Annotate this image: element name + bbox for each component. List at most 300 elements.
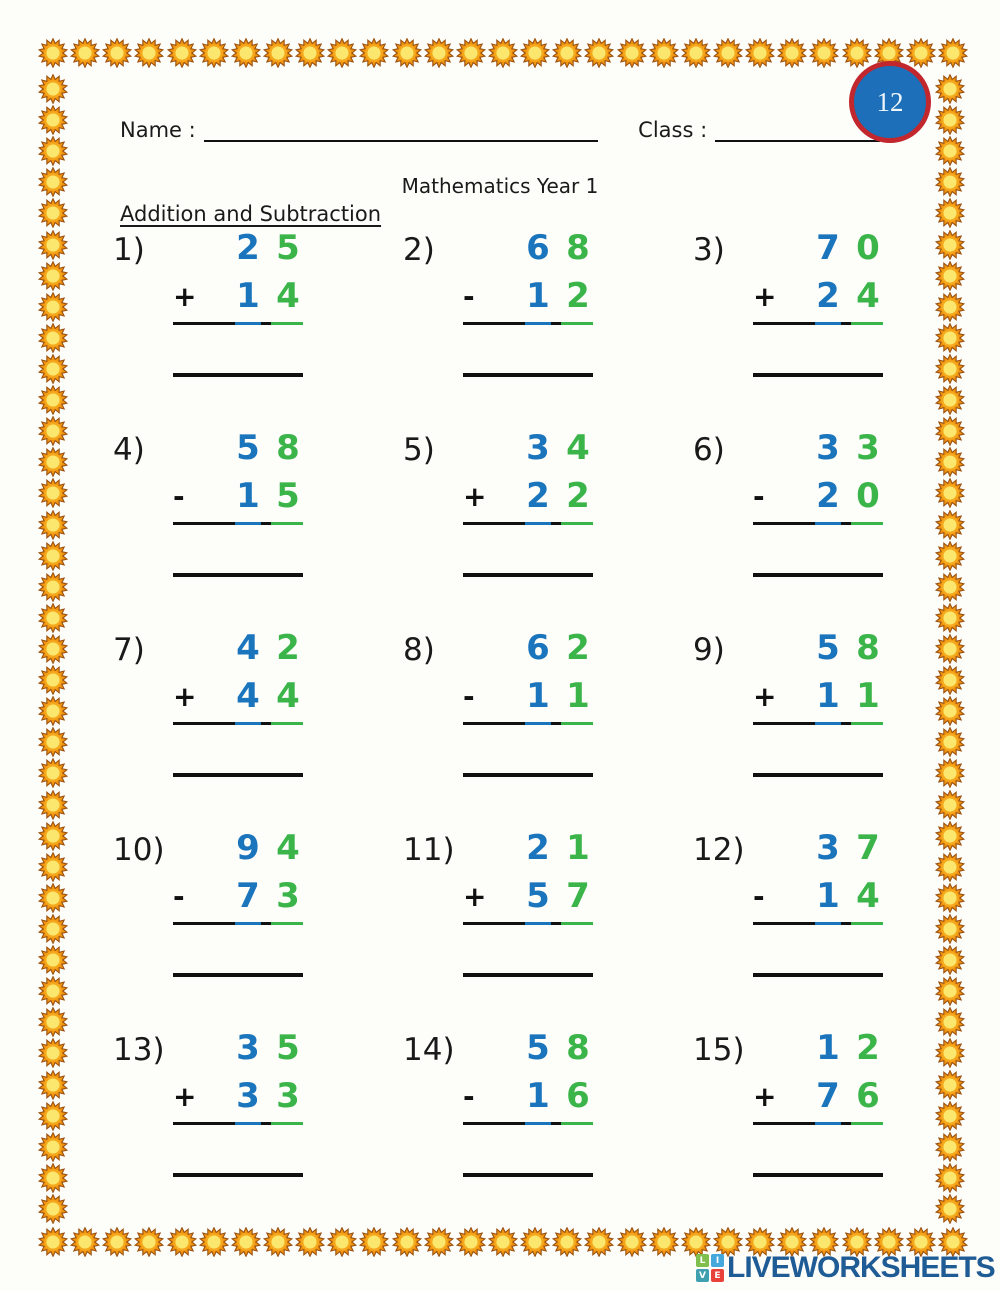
sun-icon bbox=[295, 1227, 325, 1257]
math-problem bbox=[113, 230, 303, 430]
answer-space[interactable] bbox=[753, 1125, 883, 1173]
sun-icon bbox=[38, 323, 68, 353]
sun-icon bbox=[488, 1227, 518, 1257]
sun-icon bbox=[935, 727, 965, 757]
top-operand bbox=[463, 630, 593, 676]
problem-number: 5) bbox=[403, 432, 435, 468]
sun-icon bbox=[713, 38, 743, 68]
sun-icon bbox=[935, 758, 965, 788]
problem-number: 2) bbox=[403, 232, 435, 268]
sun-icon bbox=[584, 38, 614, 68]
answer-space[interactable] bbox=[173, 525, 303, 573]
answer-line bbox=[463, 773, 593, 777]
sun-icon bbox=[935, 976, 965, 1006]
answer-space[interactable] bbox=[463, 325, 593, 373]
answer-line bbox=[753, 573, 883, 577]
sun-icon bbox=[38, 790, 68, 820]
sun-icon bbox=[199, 1227, 229, 1257]
problem-body bbox=[173, 630, 303, 830]
problem-number: 13) bbox=[113, 1032, 165, 1068]
sun-icon bbox=[38, 914, 68, 944]
sun-icon bbox=[38, 510, 68, 540]
answer-space[interactable] bbox=[463, 725, 593, 773]
sun-icon bbox=[520, 1227, 550, 1257]
bottom-tens-digit: 2 bbox=[816, 276, 840, 316]
bottom-tens-digit: 7 bbox=[816, 1076, 840, 1116]
answer-space[interactable] bbox=[173, 325, 303, 373]
sun-icon bbox=[935, 634, 965, 664]
problem-body bbox=[463, 1030, 593, 1230]
top-tens-digit: 6 bbox=[526, 228, 550, 268]
sun-icon bbox=[38, 38, 68, 68]
bottom-operand bbox=[463, 278, 593, 324]
operator-sign: + bbox=[463, 880, 487, 913]
logo-letter-l: L bbox=[696, 1254, 709, 1267]
sun-icon bbox=[935, 945, 965, 975]
bottom-ones-digit: 5 bbox=[276, 476, 300, 516]
operator-sign: - bbox=[753, 880, 765, 913]
bottom-operand bbox=[173, 1078, 303, 1124]
top-tens-digit: 2 bbox=[236, 228, 260, 268]
math-problem bbox=[113, 430, 303, 630]
sun-icon bbox=[38, 572, 68, 602]
bottom-ones-digit: 1 bbox=[566, 676, 590, 716]
problem-body bbox=[173, 830, 303, 1030]
bottom-operand bbox=[463, 678, 593, 724]
answer-line bbox=[753, 373, 883, 377]
top-ones-digit: 1 bbox=[566, 828, 590, 868]
top-tens-digit: 3 bbox=[236, 1028, 260, 1068]
logo-letter-e: E bbox=[711, 1269, 724, 1282]
answer-line bbox=[173, 973, 303, 977]
top-ones-digit: 8 bbox=[566, 1028, 590, 1068]
top-ones-digit: 0 bbox=[856, 228, 880, 268]
top-ones-digit: 5 bbox=[276, 228, 300, 268]
top-operand bbox=[463, 230, 593, 276]
math-problem bbox=[693, 830, 883, 1030]
bottom-operand bbox=[173, 678, 303, 724]
bottom-ones-digit: 2 bbox=[566, 276, 590, 316]
problem-number: 9) bbox=[693, 632, 725, 668]
problem-number: 14) bbox=[403, 1032, 455, 1068]
problem-body bbox=[173, 1030, 303, 1230]
sun-icon bbox=[38, 541, 68, 571]
math-problem bbox=[693, 1030, 883, 1230]
top-operand bbox=[173, 630, 303, 676]
sun-icon bbox=[38, 603, 68, 633]
sun-icon bbox=[38, 1070, 68, 1100]
top-ones-digit: 2 bbox=[566, 628, 590, 668]
sun-icon bbox=[935, 1101, 965, 1131]
sun-icon bbox=[231, 38, 261, 68]
math-problem bbox=[403, 230, 593, 430]
sun-icon bbox=[935, 1132, 965, 1162]
top-tens-digit: 9 bbox=[236, 828, 260, 868]
top-tens-digit: 5 bbox=[236, 428, 260, 468]
answer-space[interactable] bbox=[753, 525, 883, 573]
sun-icon bbox=[906, 38, 936, 68]
sun-icon bbox=[38, 883, 68, 913]
sun-icon bbox=[38, 1132, 68, 1162]
sun-icon bbox=[935, 541, 965, 571]
answer-line bbox=[173, 1173, 303, 1177]
answer-line bbox=[173, 773, 303, 777]
sun-icon bbox=[935, 1007, 965, 1037]
top-operand bbox=[463, 1030, 593, 1076]
bottom-tens-digit: 1 bbox=[526, 1076, 550, 1116]
sun-icon bbox=[935, 292, 965, 322]
sun-icon bbox=[488, 38, 518, 68]
bottom-ones-digit: 4 bbox=[856, 276, 880, 316]
math-problem bbox=[403, 430, 593, 630]
operator-sign: - bbox=[463, 1080, 475, 1113]
sun-icon bbox=[38, 821, 68, 851]
top-ones-digit: 2 bbox=[276, 628, 300, 668]
math-problem bbox=[693, 630, 883, 830]
problem-number: 1) bbox=[113, 232, 145, 268]
bottom-ones-digit: 7 bbox=[566, 876, 590, 916]
top-ones-digit: 4 bbox=[566, 428, 590, 468]
sun-icon bbox=[38, 292, 68, 322]
problem-number: 11) bbox=[403, 832, 455, 868]
class-label: Class : bbox=[638, 118, 708, 142]
sun-icon bbox=[392, 38, 422, 68]
sun-icon bbox=[70, 1227, 100, 1257]
sun-icon bbox=[935, 914, 965, 944]
sun-icon bbox=[938, 38, 968, 68]
sun-icon bbox=[38, 230, 68, 260]
sun-icon bbox=[935, 323, 965, 353]
sun-icon bbox=[777, 38, 807, 68]
bottom-tens-digit: 5 bbox=[526, 876, 550, 916]
logo-squares-icon bbox=[696, 1254, 724, 1282]
top-tens-digit: 2 bbox=[526, 828, 550, 868]
sun-icon bbox=[38, 852, 68, 882]
logo-letter-i: I bbox=[711, 1254, 724, 1267]
sun-icon bbox=[38, 198, 68, 228]
operator-sign: + bbox=[173, 280, 197, 313]
problem-body bbox=[173, 230, 303, 430]
sun-icon bbox=[38, 758, 68, 788]
bottom-operand bbox=[463, 478, 593, 524]
top-tens-digit: 3 bbox=[816, 428, 840, 468]
sun-icon bbox=[392, 1227, 422, 1257]
sun-icon bbox=[38, 261, 68, 291]
top-operand bbox=[173, 230, 303, 276]
answer-line bbox=[463, 973, 593, 977]
top-ones-digit: 7 bbox=[856, 828, 880, 868]
problem-body bbox=[463, 630, 593, 830]
header-row bbox=[120, 116, 880, 142]
top-operand bbox=[753, 230, 883, 276]
sun-icon bbox=[520, 38, 550, 68]
sun-icon bbox=[935, 1194, 965, 1224]
sun-icon bbox=[38, 1194, 68, 1224]
bottom-tens-digit: 1 bbox=[816, 676, 840, 716]
bottom-ones-digit: 0 bbox=[856, 476, 880, 516]
sun-icon bbox=[649, 38, 679, 68]
sun-icon bbox=[38, 105, 68, 135]
worksheet-title: Mathematics Year 1 bbox=[401, 174, 599, 198]
top-ones-digit: 3 bbox=[856, 428, 880, 468]
sun-icon bbox=[935, 852, 965, 882]
bottom-tens-digit: 1 bbox=[526, 676, 550, 716]
top-ones-digit: 5 bbox=[276, 1028, 300, 1068]
math-problem bbox=[403, 830, 593, 1030]
top-tens-digit: 1 bbox=[816, 1028, 840, 1068]
sun-icon bbox=[935, 883, 965, 913]
top-ones-digit: 4 bbox=[276, 828, 300, 868]
sun-border-top bbox=[38, 38, 968, 71]
answer-line bbox=[463, 373, 593, 377]
answer-space[interactable] bbox=[173, 725, 303, 773]
sun-icon bbox=[38, 1007, 68, 1037]
sun-icon bbox=[935, 198, 965, 228]
top-tens-digit: 7 bbox=[816, 228, 840, 268]
sun-icon bbox=[935, 821, 965, 851]
top-tens-digit: 5 bbox=[526, 1028, 550, 1068]
bottom-ones-digit: 6 bbox=[566, 1076, 590, 1116]
bottom-operand bbox=[173, 478, 303, 524]
bottom-operand bbox=[753, 278, 883, 324]
sun-icon bbox=[263, 1227, 293, 1257]
sun-icon bbox=[935, 510, 965, 540]
sun-icon bbox=[935, 230, 965, 260]
problem-number: 15) bbox=[693, 1032, 745, 1068]
sun-icon bbox=[617, 38, 647, 68]
bottom-tens-digit: 7 bbox=[236, 876, 260, 916]
problem-number: 4) bbox=[113, 432, 145, 468]
top-ones-digit: 8 bbox=[856, 628, 880, 668]
section-heading: Addition and Subtraction bbox=[120, 202, 382, 226]
answer-space[interactable] bbox=[173, 1125, 303, 1173]
sun-icon bbox=[134, 38, 164, 68]
sun-border-right bbox=[935, 74, 968, 1224]
problem-body bbox=[173, 430, 303, 630]
sun-icon bbox=[167, 38, 197, 68]
sun-icon bbox=[935, 74, 965, 104]
sun-icon bbox=[456, 1227, 486, 1257]
answer-space[interactable] bbox=[753, 325, 883, 373]
answer-space[interactable] bbox=[753, 725, 883, 773]
sun-icon bbox=[38, 976, 68, 1006]
brand-text: LIVEWORKSHEETS bbox=[727, 1251, 995, 1284]
operator-sign: + bbox=[753, 1080, 777, 1113]
bottom-ones-digit: 1 bbox=[856, 676, 880, 716]
top-operand bbox=[463, 830, 593, 876]
problem-body bbox=[463, 230, 593, 430]
sun-icon bbox=[935, 1038, 965, 1068]
top-operand bbox=[463, 430, 593, 476]
name-input-line[interactable] bbox=[204, 116, 598, 142]
problem-number: 7) bbox=[113, 632, 145, 668]
top-tens-digit: 3 bbox=[816, 828, 840, 868]
bottom-operand bbox=[753, 1078, 883, 1124]
sun-icon bbox=[584, 1227, 614, 1257]
bottom-ones-digit: 3 bbox=[276, 1076, 300, 1116]
sun-icon bbox=[38, 945, 68, 975]
top-operand bbox=[753, 1030, 883, 1076]
math-problem bbox=[403, 630, 593, 830]
operator-sign: - bbox=[173, 880, 185, 913]
problems-grid bbox=[113, 230, 883, 1230]
sun-icon bbox=[102, 38, 132, 68]
sun-icon bbox=[935, 696, 965, 726]
sun-icon bbox=[935, 354, 965, 384]
sun-icon bbox=[38, 634, 68, 664]
top-operand bbox=[173, 430, 303, 476]
sun-icon bbox=[38, 1101, 68, 1131]
sun-icon bbox=[38, 665, 68, 695]
sun-icon bbox=[359, 38, 389, 68]
bottom-tens-digit: 1 bbox=[526, 276, 550, 316]
answer-line bbox=[173, 573, 303, 577]
sun-icon bbox=[935, 603, 965, 633]
sun-icon bbox=[842, 38, 872, 68]
bottom-operand bbox=[753, 678, 883, 724]
answer-space[interactable] bbox=[753, 925, 883, 973]
bottom-ones-digit: 2 bbox=[566, 476, 590, 516]
top-operand bbox=[173, 1030, 303, 1076]
sun-icon bbox=[935, 1163, 965, 1193]
math-problem bbox=[113, 1030, 303, 1230]
sun-icon bbox=[935, 447, 965, 477]
sun-icon bbox=[38, 416, 68, 446]
sun-icon bbox=[552, 38, 582, 68]
top-ones-digit: 8 bbox=[276, 428, 300, 468]
sun-icon bbox=[295, 38, 325, 68]
sun-icon bbox=[102, 1227, 132, 1257]
answer-space[interactable] bbox=[463, 925, 593, 973]
math-problem bbox=[113, 830, 303, 1030]
sun-icon bbox=[935, 665, 965, 695]
bottom-operand bbox=[173, 878, 303, 924]
answer-space[interactable] bbox=[173, 925, 303, 973]
sun-icon bbox=[38, 447, 68, 477]
answer-line bbox=[753, 773, 883, 777]
sun-icon bbox=[38, 385, 68, 415]
answer-space[interactable] bbox=[463, 525, 593, 573]
sun-icon bbox=[935, 261, 965, 291]
bottom-ones-digit: 4 bbox=[276, 276, 300, 316]
bottom-ones-digit: 4 bbox=[276, 676, 300, 716]
bottom-tens-digit: 1 bbox=[236, 276, 260, 316]
operator-sign: - bbox=[463, 280, 475, 313]
answer-line bbox=[173, 373, 303, 377]
top-tens-digit: 6 bbox=[526, 628, 550, 668]
top-operand bbox=[753, 630, 883, 676]
operator-sign: + bbox=[173, 680, 197, 713]
sun-icon bbox=[935, 478, 965, 508]
operator-sign: - bbox=[753, 480, 765, 513]
badge-number: 12 bbox=[876, 86, 904, 117]
sun-icon bbox=[38, 1038, 68, 1068]
problem-number: 8) bbox=[403, 632, 435, 668]
sun-icon bbox=[935, 1070, 965, 1100]
bottom-operand bbox=[753, 478, 883, 524]
bottom-ones-digit: 6 bbox=[856, 1076, 880, 1116]
operator-sign: + bbox=[173, 1080, 197, 1113]
sun-icon bbox=[424, 1227, 454, 1257]
sun-icon bbox=[327, 1227, 357, 1257]
operator-sign: - bbox=[173, 480, 185, 513]
operator-sign: + bbox=[753, 280, 777, 313]
bottom-tens-digit: 2 bbox=[816, 476, 840, 516]
math-problem bbox=[113, 630, 303, 830]
sun-border-left bbox=[38, 74, 71, 1224]
sun-icon bbox=[134, 1227, 164, 1257]
sun-icon bbox=[327, 38, 357, 68]
sun-icon bbox=[38, 727, 68, 757]
top-tens-digit: 3 bbox=[526, 428, 550, 468]
sun-icon bbox=[167, 1227, 197, 1257]
sun-icon bbox=[552, 1227, 582, 1257]
problem-body bbox=[463, 830, 593, 1030]
name-label: Name : bbox=[120, 118, 196, 142]
problem-number: 3) bbox=[693, 232, 725, 268]
operator-sign: + bbox=[753, 680, 777, 713]
sun-icon bbox=[38, 478, 68, 508]
operator-sign: - bbox=[463, 680, 475, 713]
sun-icon bbox=[38, 74, 68, 104]
sun-icon bbox=[231, 1227, 261, 1257]
sun-icon bbox=[70, 38, 100, 68]
sun-icon bbox=[38, 136, 68, 166]
bottom-operand bbox=[173, 278, 303, 324]
sun-icon bbox=[809, 38, 839, 68]
sun-icon bbox=[38, 1227, 68, 1257]
sun-icon bbox=[424, 38, 454, 68]
problem-body bbox=[753, 230, 883, 430]
sun-icon bbox=[617, 1227, 647, 1257]
sun-icon bbox=[199, 38, 229, 68]
sun-icon bbox=[681, 38, 711, 68]
sun-icon bbox=[935, 105, 965, 135]
answer-space[interactable] bbox=[463, 1125, 593, 1173]
top-tens-digit: 5 bbox=[816, 628, 840, 668]
sun-icon bbox=[38, 1163, 68, 1193]
bottom-ones-digit: 3 bbox=[276, 876, 300, 916]
liveworksheets-logo[interactable] bbox=[696, 1251, 995, 1285]
logo-letter-v: V bbox=[696, 1269, 709, 1282]
top-operand bbox=[753, 830, 883, 876]
bottom-tens-digit: 4 bbox=[236, 676, 260, 716]
sun-icon bbox=[745, 38, 775, 68]
top-ones-digit: 8 bbox=[566, 228, 590, 268]
bottom-tens-digit: 1 bbox=[816, 876, 840, 916]
sun-icon bbox=[649, 1227, 679, 1257]
answer-line bbox=[463, 1173, 593, 1177]
top-tens-digit: 4 bbox=[236, 628, 260, 668]
bottom-tens-digit: 1 bbox=[236, 476, 260, 516]
bottom-tens-digit: 3 bbox=[236, 1076, 260, 1116]
problem-body bbox=[753, 830, 883, 1030]
top-ones-digit: 2 bbox=[856, 1028, 880, 1068]
bottom-ones-digit: 4 bbox=[856, 876, 880, 916]
math-problem bbox=[693, 230, 883, 430]
problem-body bbox=[463, 430, 593, 630]
sun-icon bbox=[935, 790, 965, 820]
problem-number: 12) bbox=[693, 832, 745, 868]
sun-icon bbox=[38, 354, 68, 384]
problem-number: 6) bbox=[693, 432, 725, 468]
sun-icon bbox=[359, 1227, 389, 1257]
sun-icon bbox=[38, 696, 68, 726]
problem-body bbox=[753, 1030, 883, 1230]
top-operand bbox=[173, 830, 303, 876]
sun-icon bbox=[935, 136, 965, 166]
bottom-operand bbox=[463, 1078, 593, 1124]
